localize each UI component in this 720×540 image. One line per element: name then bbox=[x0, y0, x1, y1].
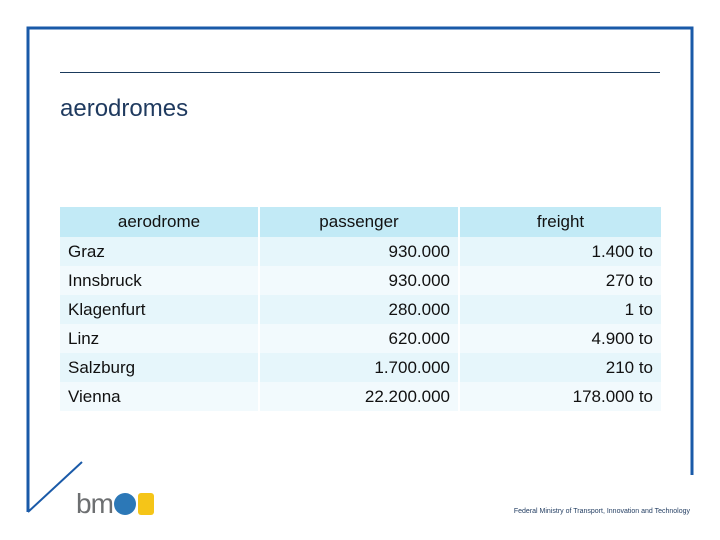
cell-aerodrome: Graz bbox=[60, 237, 260, 266]
cell-aerodrome: Klagenfurt bbox=[60, 295, 260, 324]
cell-aerodrome: Innsbruck bbox=[60, 266, 260, 295]
bmvit-logo bbox=[76, 489, 155, 519]
header-freight: freight bbox=[460, 207, 661, 237]
cell-passenger: 620.000 bbox=[260, 324, 460, 353]
logo-square-mark bbox=[138, 493, 154, 515]
cell-freight: 4.900 to bbox=[460, 324, 661, 353]
cell-aerodrome: Vienna bbox=[60, 382, 260, 411]
cell-freight: 178.000 to bbox=[460, 382, 661, 411]
aerodrome-table bbox=[60, 207, 661, 411]
table-row bbox=[60, 237, 661, 266]
top-divider bbox=[60, 72, 660, 73]
cell-passenger: 280.000 bbox=[260, 295, 460, 324]
cell-freight: 210 to bbox=[460, 353, 661, 382]
table-row bbox=[60, 353, 661, 382]
header-passenger: passenger bbox=[260, 207, 460, 237]
cell-aerodrome: Linz bbox=[60, 324, 260, 353]
page-title: aerodromes bbox=[60, 95, 189, 122]
cell-passenger: 930.000 bbox=[260, 237, 460, 266]
table-header-row bbox=[60, 207, 661, 237]
cell-passenger: 1.700.000 bbox=[260, 353, 460, 382]
table-row bbox=[60, 266, 661, 295]
cell-freight: 1 to bbox=[460, 295, 661, 324]
table-row bbox=[60, 324, 661, 353]
logo-circle-mark bbox=[114, 493, 136, 515]
cell-freight: 270 to bbox=[460, 266, 661, 295]
cell-passenger: 930.000 bbox=[260, 266, 460, 295]
cell-passenger: 22.200.000 bbox=[260, 382, 460, 411]
logo-text: bm bbox=[76, 488, 113, 519]
table-row bbox=[60, 382, 661, 411]
table-row bbox=[60, 295, 661, 324]
header-aerodrome: aerodrome bbox=[60, 207, 260, 237]
footer-ministry-name: Federal Ministry of Transport, Innovation and Technology bbox=[513, 508, 690, 515]
cell-aerodrome: Salzburg bbox=[60, 353, 260, 382]
cell-freight: 1.400 to bbox=[460, 237, 661, 266]
